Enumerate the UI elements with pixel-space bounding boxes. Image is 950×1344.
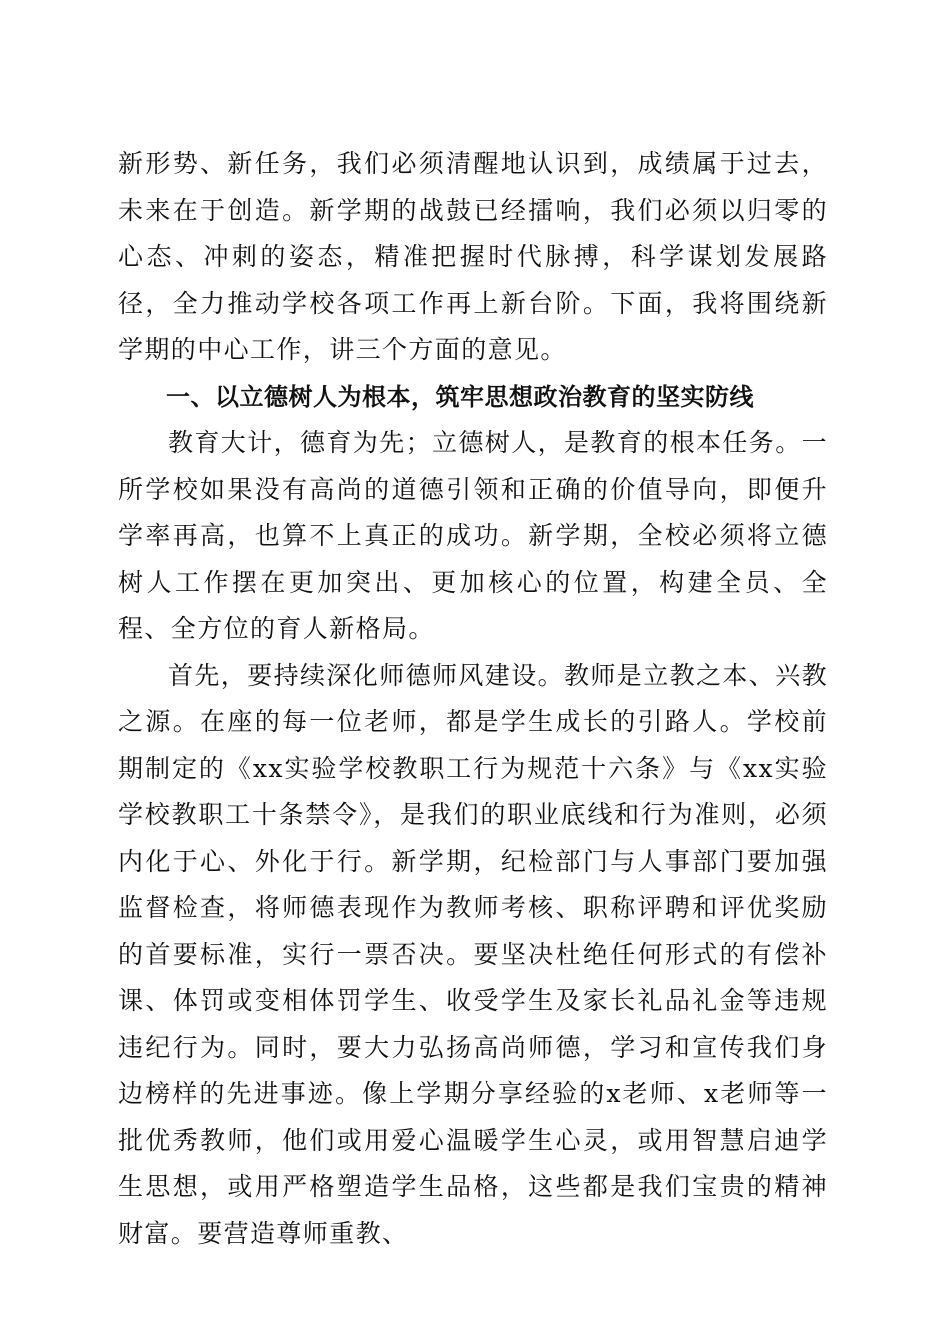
paragraph-moral-education: 教育大计，德育为先；立德树人，是教育的根本任务。一所学校如果没有高尚的道德引领和正确的价值导向，即便升学率再高，也算不上真正的成功。新学期，全校必须将立德树人工作摆在更加突出、更加核心的位置，构建全员、全程、全方位的育人新格局。 (118, 428, 829, 643)
section-heading-1: 一、以立德树人为根本，筑牢思想政治教育的坚实防线 (166, 382, 754, 411)
paragraph-teacher-ethics: 首先，要持续深化师德师风建设。教师是立教之本、兴教之源。在座的每一位老师，都是学生成长的引路人。学校前期制定的《xx实验学校教职工行为规范十六条》与《xx实验学校教职工十条禁令》，是我们的职业底线和行为准则，必须内化于心、外化于行。新学期，纪检部门与人事部门要加强监督检查，将师德表现作为教师考核、职称评聘和评优奖励的首要标准，实行一票否决。要坚决杜绝任何形式的有偿补课、体罚或变相体罚学生、收受学生及家长礼品礼金等违规违纪行为。同时，要大力弘扬高尚师德，学习和宣传我们身边榜样的先进事迹。像上学期分享经验的x老师、x老师等一批优秀教师，他们或用爱心温暖学生心灵，或用智慧启迪学生思想，或用严格塑造学生品格，这些都是我们宝贵的精神财富。要营造尊师重教、 (118, 660, 829, 1248)
paragraph-intro: 新形势、新任务，我们必须清醒地认识到，成绩属于过去，未来在于创造。新学期的战鼓已经擂响，我们必须以归零的心态、冲刺的姿态，精准把握时代脉搏，科学谋划发展路径，全力推动学校各项工作再上新台阶。下面，我将围绕新学期的中心工作，讲三个方面的意见。 (118, 149, 828, 364)
document-body (118, 141, 828, 1257)
